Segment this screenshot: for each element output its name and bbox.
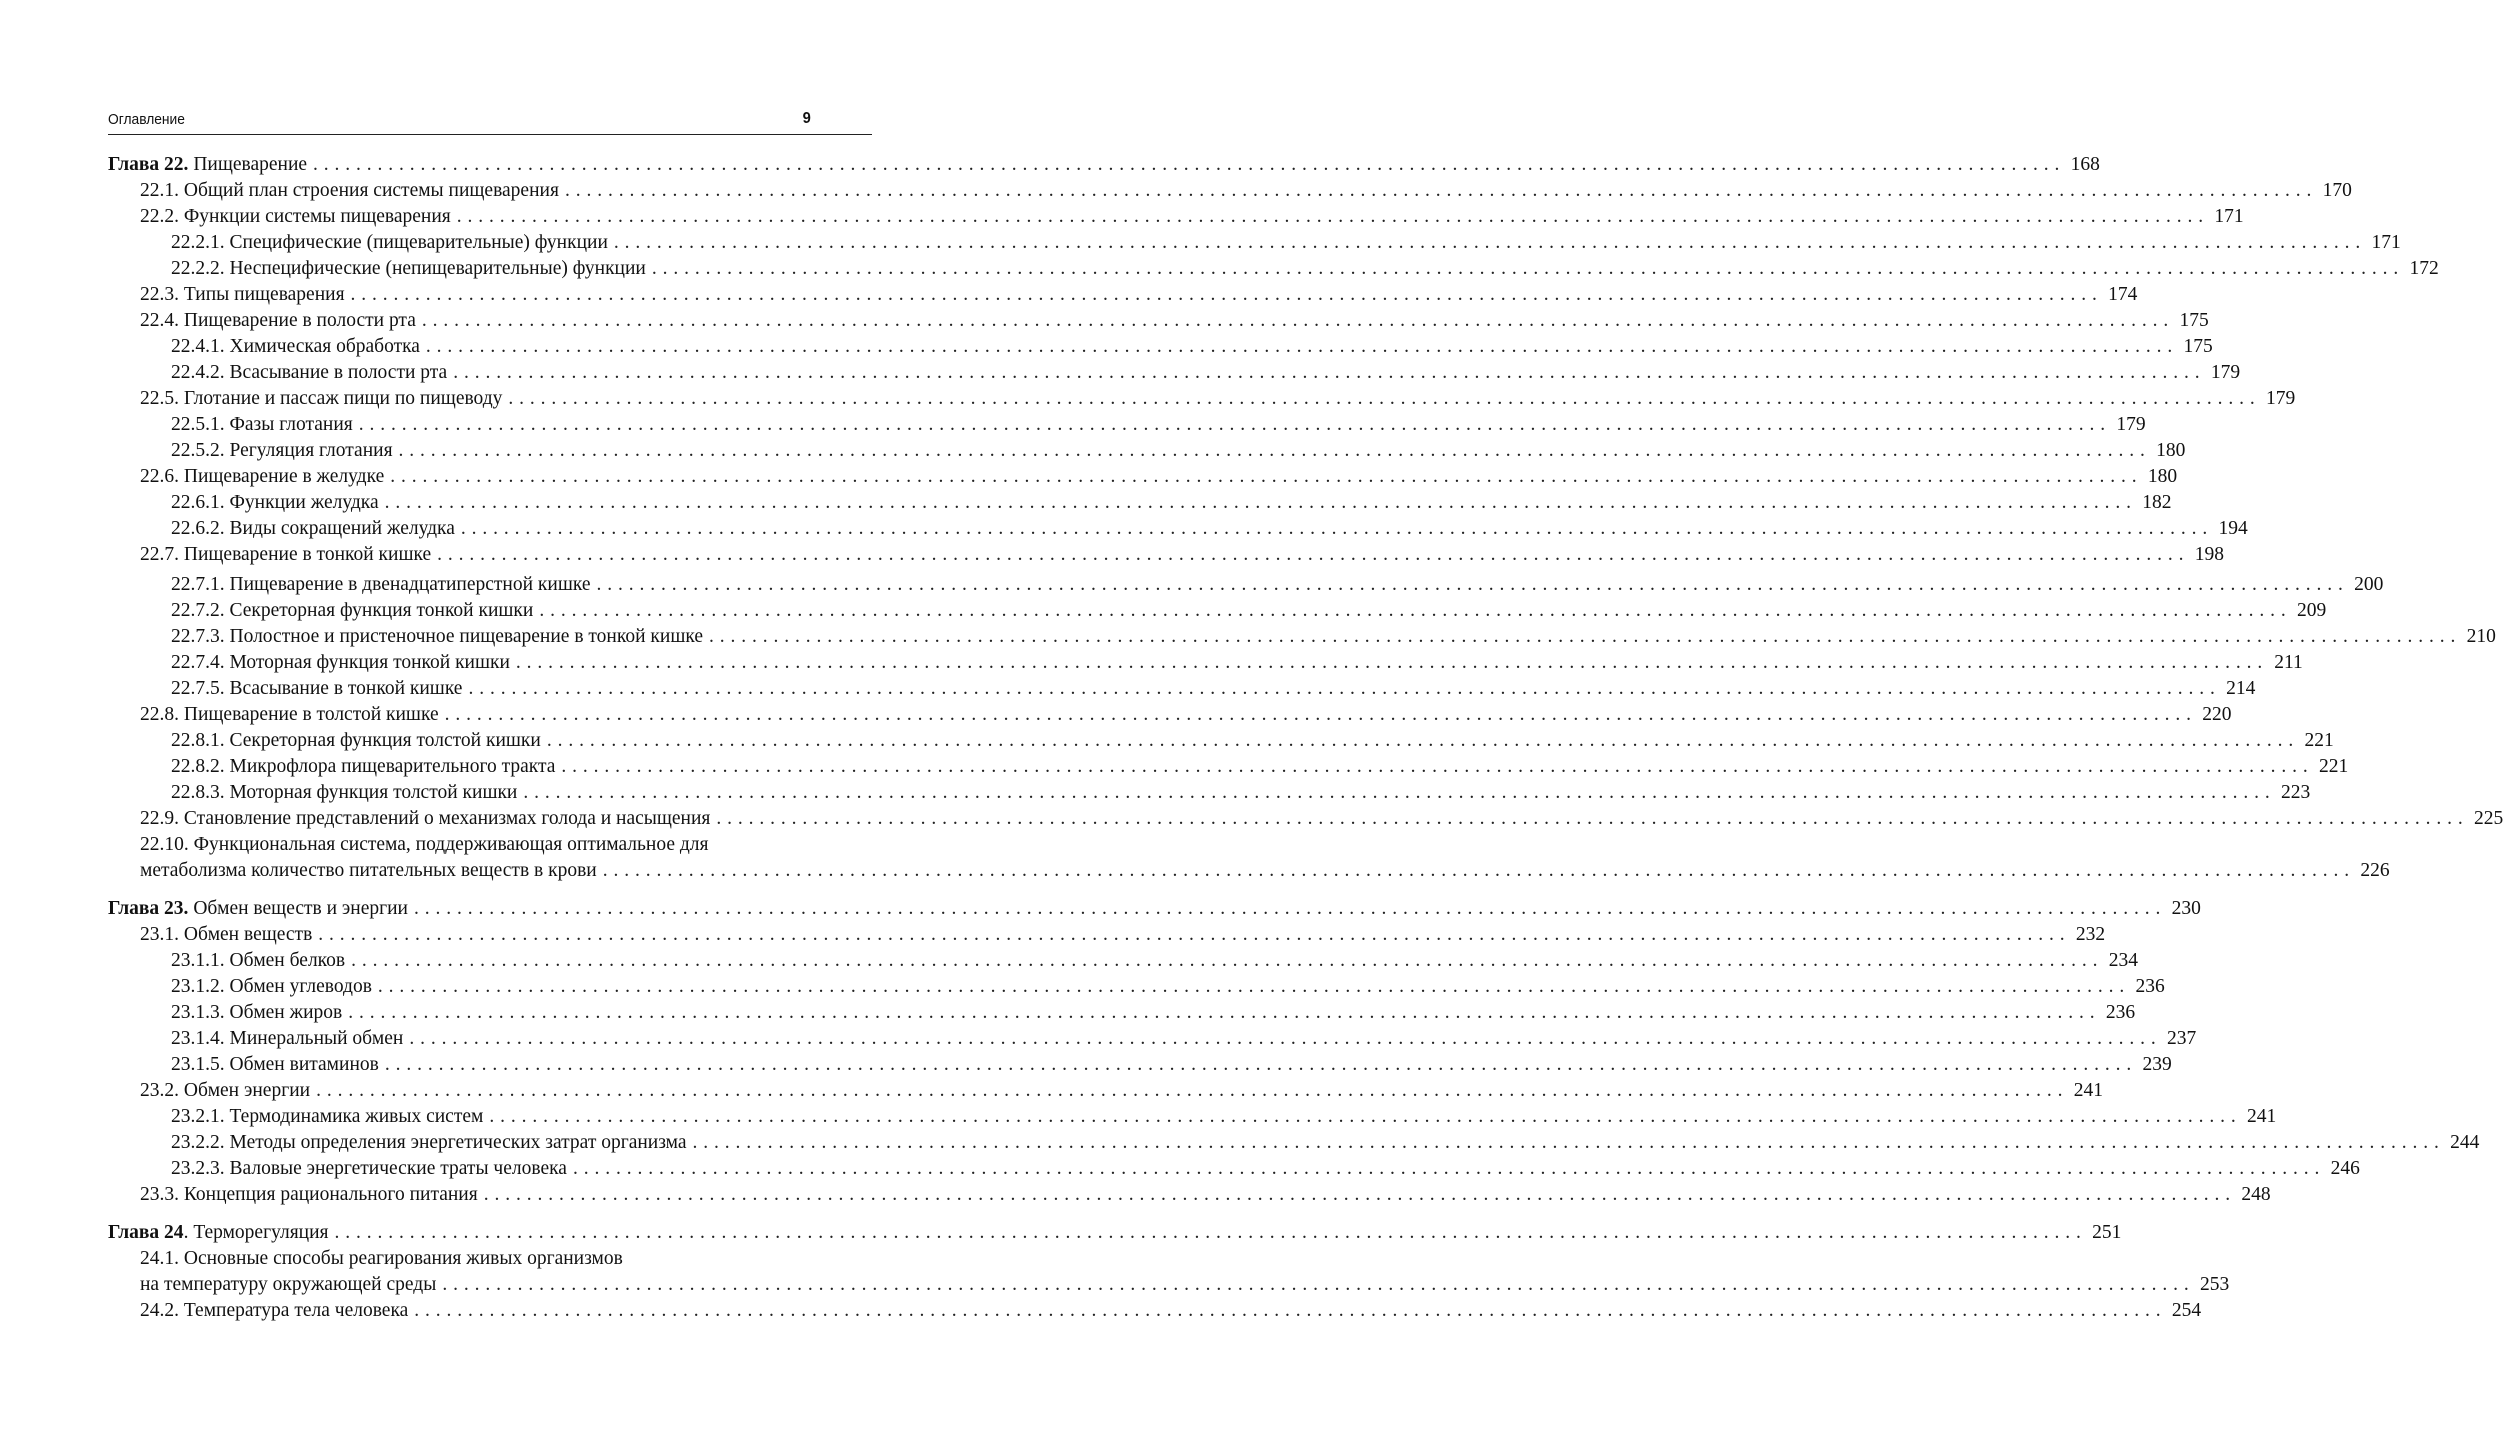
toc-entry: [108, 572, 2384, 598]
toc-entry-page: 198: [2194, 544, 2224, 565]
toc-entry-title: 22.6. Пищеварение в желудке: [140, 466, 385, 487]
toc-entry-page: 172: [2409, 258, 2439, 279]
toc-entry-title: 22.9. Становление представлений о механизмах голода и насыщения: [140, 808, 711, 829]
header-rule: [108, 134, 872, 135]
toc-entry-title: 23.1. Обмен веществ: [140, 924, 313, 945]
dot-leader: [442, 1272, 2189, 1298]
toc-entry-title: метаболизма количество питательных веществ в крови: [140, 860, 597, 881]
toc-entry-page: 226: [2360, 860, 2390, 881]
toc-entry-title: 23.1.1. Обмен белков: [171, 950, 346, 971]
dot-leader: [468, 676, 2215, 702]
dot-leader: [547, 728, 2294, 754]
toc-entry: [108, 624, 2496, 650]
toc-entry-page: 171: [2214, 206, 2244, 227]
dot-leader: [414, 896, 2161, 922]
toc-entry-title: 22.1. Общий план строения системы пищеварения: [140, 180, 559, 201]
toc-entry: [108, 896, 2201, 922]
toc-entry: [108, 230, 2401, 256]
toc-entry: [108, 334, 2213, 360]
toc-entry-page: 211: [2274, 652, 2303, 673]
toc-entry-title: Глава 24. Терморегуляция: [108, 1222, 329, 1243]
toc-entry: [108, 754, 2349, 780]
toc-entry: [108, 702, 2232, 728]
toc-entry: [108, 412, 2146, 438]
dot-leader: [359, 412, 2106, 438]
toc-entry-title: 22.5. Глотание и пассаж пищи по пищеводу: [140, 388, 503, 409]
toc-entry-page: 220: [2202, 704, 2232, 725]
toc-entry: [108, 542, 2224, 568]
toc-entry-page: 179: [2266, 388, 2296, 409]
dot-leader: [399, 438, 2146, 464]
dot-leader: [414, 1298, 2161, 1324]
toc-entry-title: 24.2. Температура тела человека: [140, 1300, 409, 1321]
dot-leader: [516, 650, 2263, 676]
toc-entry: [108, 858, 2390, 884]
toc-entry-page: 171: [2371, 232, 2401, 253]
toc-entry-page: 239: [2142, 1054, 2172, 1075]
toc-entry: [108, 948, 2138, 974]
running-header: [108, 106, 811, 128]
toc-entry-title: 22.3. Типы пищеварения: [140, 284, 345, 305]
toc-entry-page: 182: [2142, 492, 2172, 513]
dot-leader: [693, 1130, 2440, 1156]
dot-leader: [489, 1104, 2236, 1130]
toc-entry-page: 221: [2319, 756, 2349, 777]
toc-entry: [108, 308, 2209, 334]
dot-leader: [351, 282, 2098, 308]
chapter-label: Глава 23.: [108, 898, 189, 919]
toc-entry-page: 236: [2105, 1002, 2136, 1023]
toc-entry-page: 214: [2226, 678, 2256, 699]
toc-entry-title: Глава 23. Обмен веществ и энергии: [108, 898, 408, 919]
dot-leader: [457, 204, 2204, 230]
dot-leader: [316, 1078, 2063, 1104]
toc-entry-title: 22.8.3. Моторная функция толстой кишки: [171, 782, 518, 803]
toc-entry-title: 23.2.2. Методы определения энергетических затрат организма: [171, 1132, 687, 1153]
toc-entry: [108, 1272, 2230, 1298]
toc-entry-page: 234: [2108, 950, 2138, 971]
toc-entry: [108, 516, 2248, 542]
dot-leader: [313, 152, 2060, 178]
toc-entry-page: 175: [2183, 336, 2213, 357]
toc-entry-title: 22.2.2. Неспецифические (непищеварительные) функции: [171, 258, 646, 279]
toc-entry: [108, 780, 2311, 806]
toc-entry: [108, 438, 2186, 464]
dot-leader: [539, 598, 2286, 624]
toc-entry-title: 23.1.2. Обмен углеводов: [171, 976, 372, 997]
toc-entry-title: 22.7.1. Пищеварение в двенадцатиперстной кишке: [171, 574, 591, 595]
toc-entry: [108, 1000, 2136, 1026]
toc-entry-page: 168: [2070, 154, 2100, 175]
toc-entry: [108, 728, 2334, 754]
toc-entry-page: 241: [2073, 1080, 2103, 1101]
toc-entry-page: 237: [2166, 1028, 2197, 1049]
toc-entry: [108, 360, 2241, 386]
toc-entry-page: 210: [2466, 626, 2496, 647]
toc-entry-title: 23.1.3. Обмен жиров: [171, 1002, 343, 1023]
toc-entry-page: 253: [2199, 1274, 2230, 1295]
toc-entry: [108, 650, 2303, 676]
toc-entry-title: 22.5.1. Фазы глотания: [171, 414, 353, 435]
dot-leader: [603, 858, 2350, 884]
dot-leader: [409, 1026, 2156, 1052]
toc-entry: [108, 1130, 2480, 1156]
toc-entry-page: 179: [2210, 362, 2241, 383]
dot-leader: [508, 386, 2255, 412]
toc-entry: [108, 1298, 2202, 1324]
toc-entry: [108, 1182, 2271, 1208]
toc-entry-page: 200: [2354, 574, 2384, 595]
toc-entry-page: 230: [2171, 898, 2201, 919]
toc-entry-title: 22.5.2. Регуляция глотания: [171, 440, 393, 461]
dot-leader: [573, 1156, 2320, 1182]
toc-entry-title: 23.2.1. Термодинамика живых систем: [171, 1106, 484, 1127]
dot-leader: [422, 308, 2169, 334]
chapter-label: Глава 24: [108, 1222, 184, 1243]
toc-entry-title: 23.1.5. Обмен витаминов: [171, 1054, 379, 1075]
toc-entry-page: 223: [2281, 782, 2311, 803]
dot-leader: [716, 806, 2463, 832]
toc-entry-page: 179: [2116, 414, 2146, 435]
toc-entry-page: 209: [2296, 600, 2327, 621]
dot-leader: [385, 1052, 2132, 1078]
dot-leader: [709, 624, 2456, 650]
toc-entry: [108, 598, 2327, 624]
toc-entry: [108, 178, 2352, 204]
toc-entry-title: 22.7.2. Секреторная функция тонкой кишки: [171, 600, 534, 621]
dot-leader: [614, 230, 2361, 256]
toc-entry-title: 23.2.3. Валовые энергетические траты человека: [171, 1158, 567, 1179]
toc-entry-title: 22.6.2. Виды сокращений желудка: [171, 518, 455, 539]
toc-entry: [108, 806, 2503, 832]
toc-entry-title: 22.8.2. Микрофлора пищеварительного тракта: [171, 756, 556, 777]
toc-entry-page: 244: [2450, 1132, 2480, 1153]
toc-entry-title: 22.4.1. Химическая обработка: [171, 336, 420, 357]
toc-entry-title: 23.2. Обмен энергии: [140, 1080, 311, 1101]
toc-entry-title: 22.2. Функции системы пищеварения: [140, 206, 451, 227]
toc-entry-title: 22.7.3. Полостное и пристеночное пищеварение в тонкой кишке: [171, 626, 703, 647]
toc-entry-page: 174: [2108, 284, 2138, 305]
toc-entry-page: 221: [2304, 730, 2334, 751]
dot-leader: [426, 334, 2173, 360]
dot-leader: [523, 780, 2270, 806]
toc-entry: [108, 204, 2244, 230]
dot-leader: [348, 1000, 2095, 1026]
dot-leader: [565, 178, 2312, 204]
toc-entry-page: 225: [2474, 808, 2503, 829]
toc-entry-page: 180: [2156, 440, 2186, 461]
toc-entry: [108, 1052, 2172, 1078]
toc-entry-page: 180: [2147, 466, 2178, 487]
dot-leader: [445, 702, 2192, 728]
toc-entry-title: 22.7.4. Моторная функция тонкой кишки: [171, 652, 510, 673]
dot-leader: [318, 922, 2065, 948]
dot-leader: [335, 1220, 2082, 1246]
dot-leader: [561, 754, 2308, 780]
toc-entry-title: 23.1.4. Минеральный обмен: [171, 1028, 404, 1049]
toc-entry: [108, 1220, 2122, 1246]
toc-entry: [108, 1026, 2197, 1052]
running-header-title: Оглавление: [108, 111, 185, 128]
dot-leader: [437, 542, 2184, 568]
toc-entry-page: 241: [2246, 1106, 2277, 1127]
toc-entry: [108, 1156, 2360, 1182]
toc-entry: [108, 282, 2138, 308]
dot-leader: [390, 464, 2137, 490]
toc-entry-page: 194: [2218, 518, 2248, 539]
toc-entry-title: 22.8. Пищеварение в толстой кишке: [140, 704, 439, 725]
toc-entry: [108, 1104, 2277, 1130]
dot-leader: [461, 516, 2208, 542]
toc-entry-page: 246: [2330, 1158, 2360, 1179]
toc-entry-page: 236: [2135, 976, 2165, 997]
dot-leader: [351, 948, 2098, 974]
toc-entry-page: 232: [2075, 924, 2106, 945]
dot-leader: [385, 490, 2132, 516]
toc-entry-title: 22.8.1. Секреторная функция толстой кишки: [171, 730, 541, 751]
dot-leader: [652, 256, 2399, 282]
toc-entry-title: 22.4. Пищеварение в полости рта: [140, 310, 416, 331]
toc-entry: [108, 464, 2178, 490]
toc-entry-title: Глава 22. Пищеварение: [108, 154, 308, 175]
page-number: 9: [802, 110, 811, 127]
toc-entry: [108, 256, 2439, 282]
dot-leader: [378, 974, 2125, 1000]
toc-entry-title: 22.7. Пищеварение в тонкой кишке: [140, 544, 432, 565]
toc-entry-title: 22.2.1. Специфические (пищеварительные) функции: [171, 232, 608, 253]
toc-entry: [108, 490, 2172, 516]
toc-entry: [108, 676, 2256, 702]
toc-entry-title: 22.4.2. Всасывание в полости рта: [171, 362, 448, 383]
dot-leader: [484, 1182, 2231, 1208]
toc-entry-page: 254: [2171, 1300, 2202, 1321]
toc-entry-page: 248: [2241, 1184, 2271, 1205]
toc-entry-title: 22.7.5. Всасывание в тонкой кишке: [171, 678, 463, 699]
toc-entry: [108, 922, 2106, 948]
toc-entry-page: 170: [2322, 180, 2352, 201]
toc-entry: [108, 152, 2100, 178]
toc-entry-page: 175: [2179, 310, 2209, 331]
toc-entry-title: на температуру окружающей среды: [140, 1274, 437, 1295]
toc-entry: [108, 974, 2165, 1000]
book-page: [108, 0, 2503, 1455]
toc-entry-title: 22.6.1. Функции желудка: [171, 492, 379, 513]
chapter-label: Глава 22.: [108, 154, 189, 175]
toc-entry-title-line: 24.1. Основные способы реагирования живых организмов: [140, 1248, 623, 1269]
toc-entry: [108, 1078, 2103, 1104]
dot-leader: [453, 360, 2200, 386]
toc-entry-title: 23.3. Концепция рационального питания: [140, 1184, 478, 1205]
toc-entry: [108, 386, 2296, 412]
dot-leader: [597, 572, 2344, 598]
toc-entry-title-line: 22.10. Функциональная система, поддерживающая оптимальное для: [140, 834, 709, 855]
table-of-contents: [108, 152, 2503, 1324]
toc-entry-page: 251: [2092, 1222, 2122, 1243]
